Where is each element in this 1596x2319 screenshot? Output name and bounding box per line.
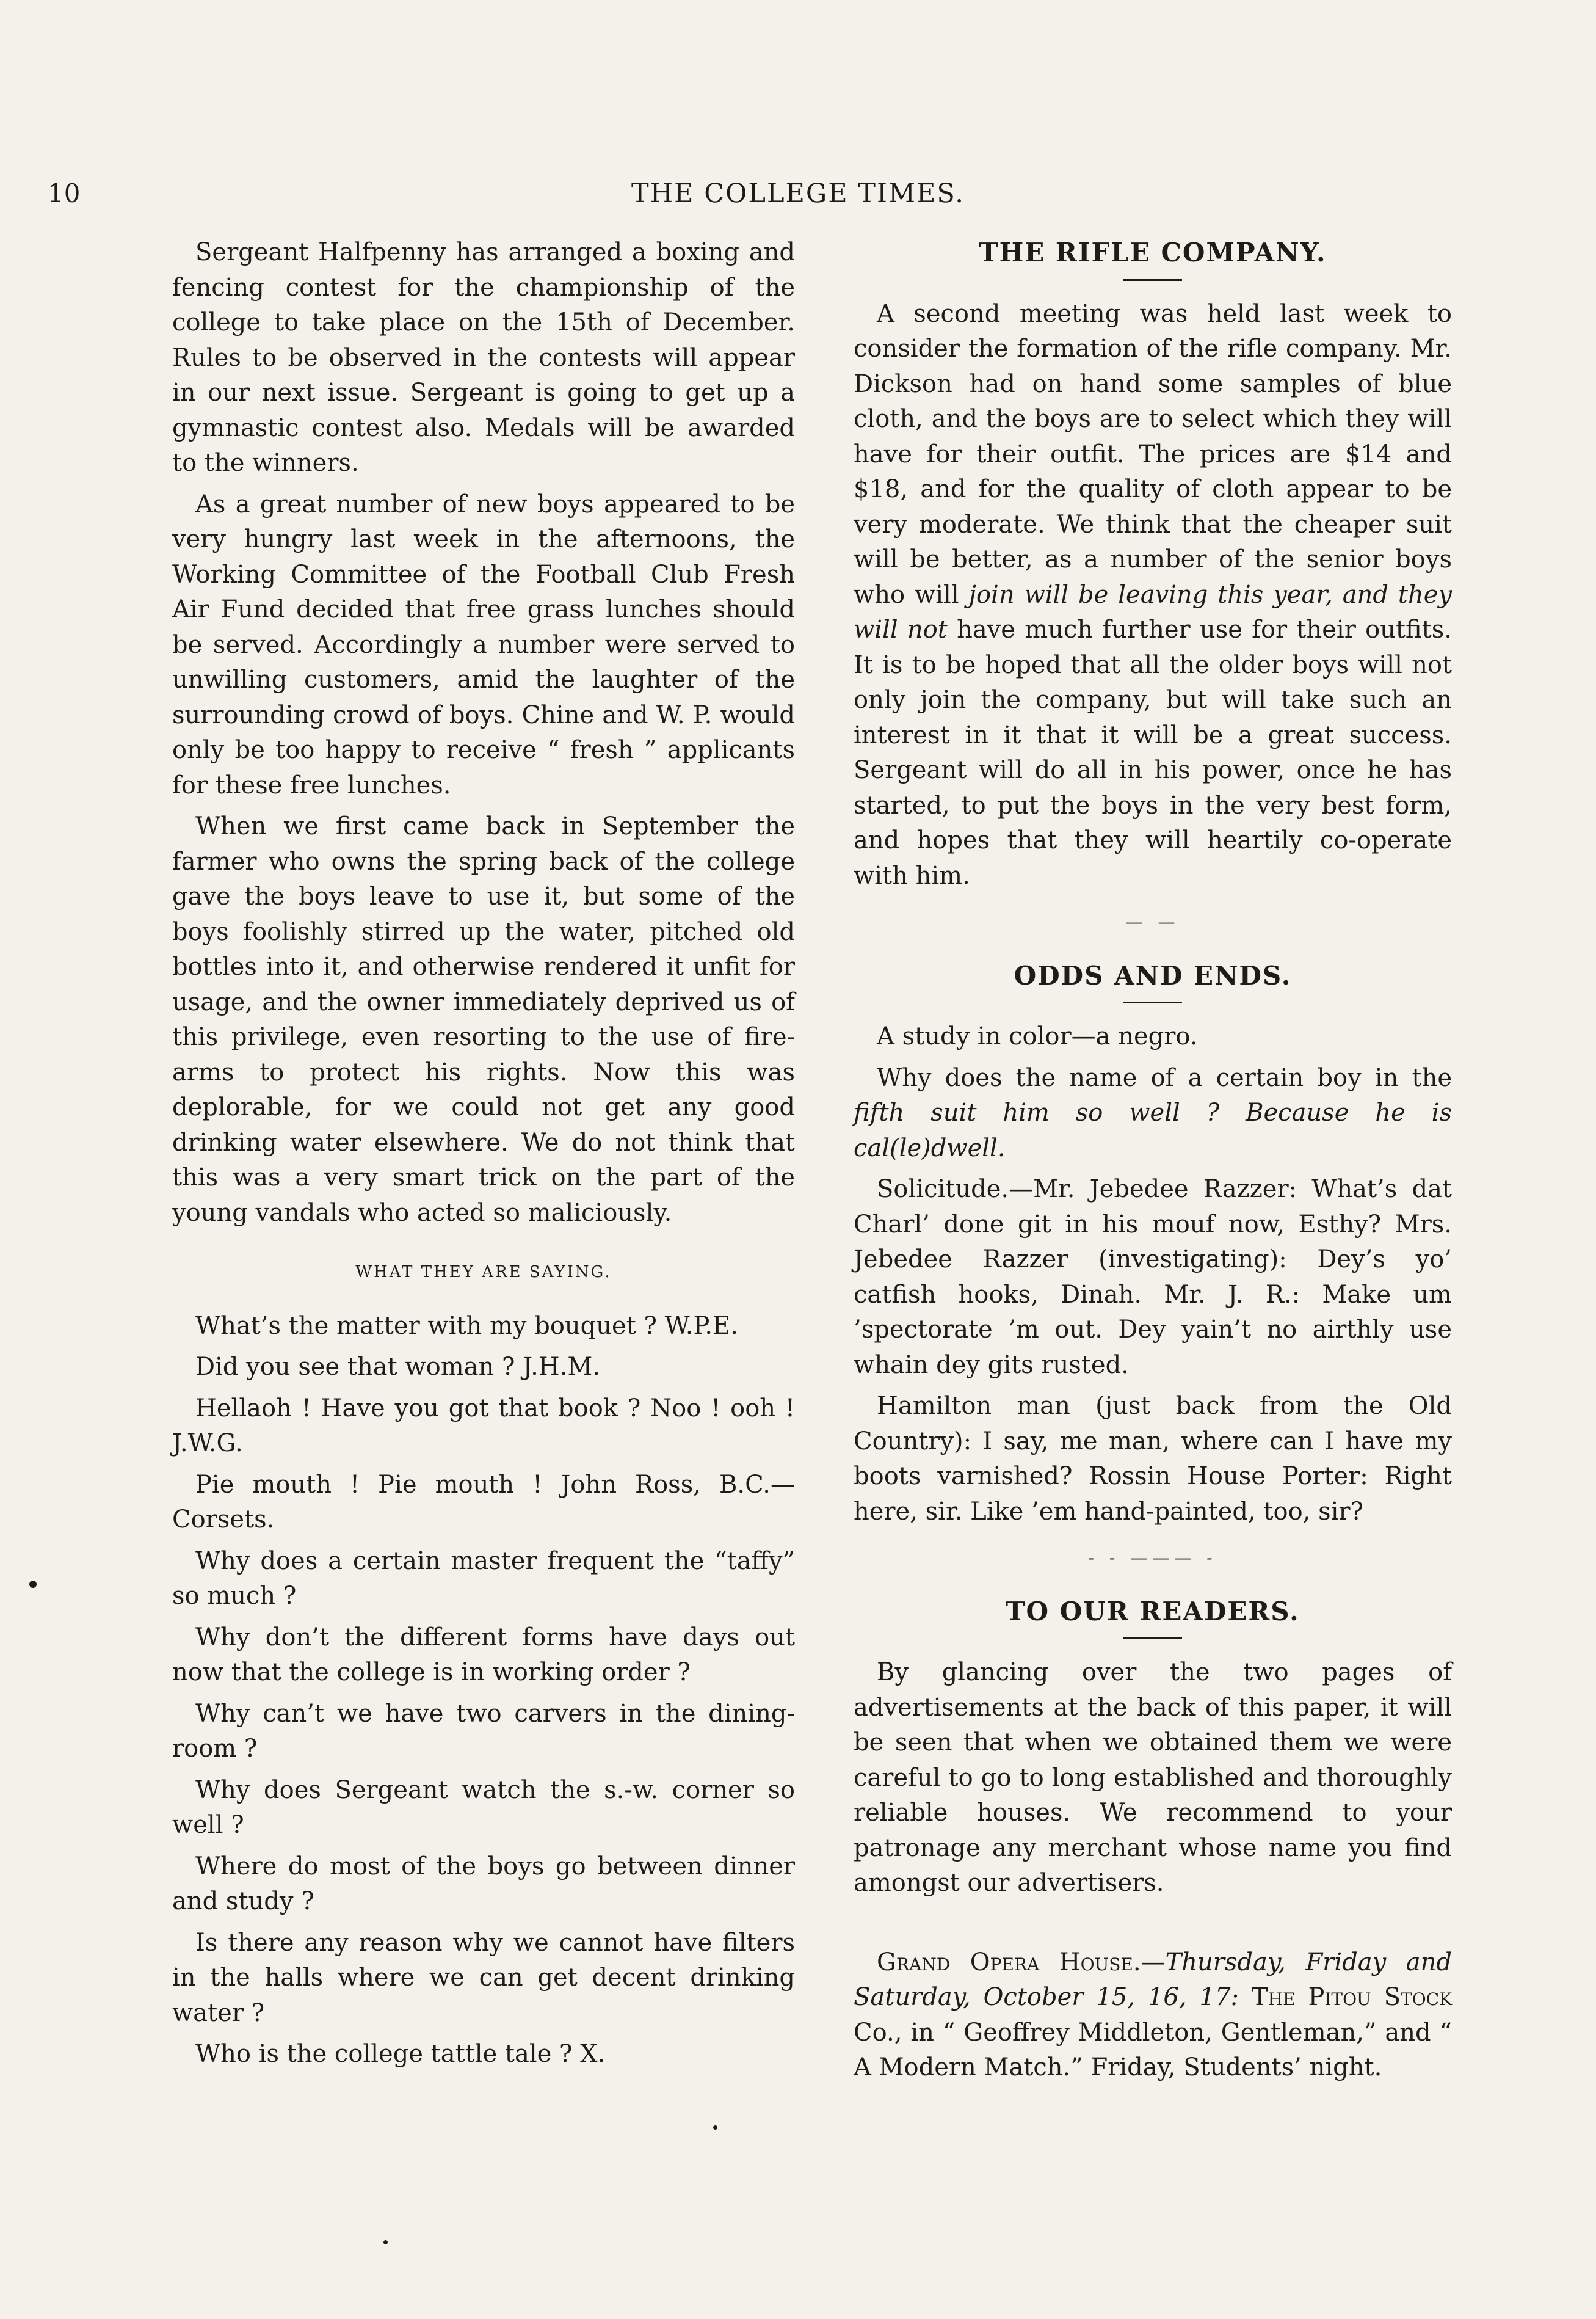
to-our-readers-heading: TO OUR READERS. [1006, 1596, 1300, 1626]
heading-rule [1123, 1637, 1182, 1639]
odds-item: Solicitude.—Mr. Jebedee Razzer: What’s dat Charl’ done git in his mouf now, Esthy? Mrs. Jebedee Razzer (investigating): Dey’s yo’ catfish hooks, Dinah. Mr. J. R.: Make um ’spectorate ’m out. Dey yain’t no airthly use whain dey gits rusted. [854, 1175, 1452, 1379]
print-speck [29, 1581, 37, 1588]
grass-lunch-paragraph: As a great number of new boys appeared to be very hungry last week in the afternoons, the Working Committee of the Football Club Fresh Air Fund decided that free grass lunches should be served. Accordingly a number were served to unwilling customers, amid the laughter of the surrounding crowd of boys. Chine and W. P. would only be too happy to receive “ fresh ” applicants for these free lunches. [172, 490, 795, 799]
saying-item: Why does a certain master frequent the “taffy” so much ? [172, 1546, 795, 1610]
print-speck [383, 2240, 388, 2244]
sayings-heading: WHAT THEY ARE SAYING. [355, 1263, 612, 1281]
rifle-company-heading: THE RIFLE COMPANY. [979, 238, 1327, 268]
sayings-list [172, 1309, 795, 2072]
left-column [172, 235, 795, 2078]
saying-item: Is there any reason why we cannot have filters in the halls where we can get decent drinking water ? [172, 1928, 795, 2027]
saying-item: Did you see that woman ? J.H.M. [195, 1353, 601, 1381]
odds-and-ends-heading: ODDS AND ENDS. [1014, 960, 1292, 991]
opera-company: The Pitou Stock [1251, 1983, 1452, 2011]
saying-item: Why can’t we have two carvers in the dining-room ? [172, 1699, 795, 1763]
saying-item: Who is the college tattle tale ? X. [195, 2040, 606, 2068]
opera-house-name: Grand Opera House. [877, 1948, 1141, 1976]
page-number: 10 [48, 178, 81, 208]
opera-dates: —Thursday, Friday and Saturday, October 15, 16, 17: [854, 1948, 1453, 2011]
running-head: THE COLLEGE TIMES. [631, 178, 965, 209]
rifle-text-italic: join will be leaving this year, and they will not [854, 580, 1452, 644]
boxing-paragraph: Sergeant Halfpenny has arranged a boxing and fencing contest for the championship of the college to take place on the 15th of December. Rules to be observed in the contests will appear in our next issue. Sergeant is going to get up a gymnastic contest also. Medals will be awarded to the winners. [172, 238, 795, 477]
odds-text-italic: fifth suit him so well ? Because he is cal(le)dwell. [854, 1099, 1452, 1162]
odds-item: Hamilton man (just back from the Old Country): I say, me man, where can I have my boots varnished? Rossin House Porter: Right here, sir. Like ’em hand-painted, too, sir? [854, 1392, 1452, 1526]
rifle-text: have much further use for their outfits. It is to be hoped that all the older boys will not only join the company, but will take such an interest in it that it will be a great success. Sergeant will do all in his power, once he has started, to put the boys in the very best form, and hopes that they will heartily co-operate with him. [854, 616, 1453, 890]
print-speck [713, 2125, 717, 2130]
spring-paragraph: When we first came back in September the farmer who owns the spring back of the college gave the boys leave to use it, but some of the boys foolishly stirred up the water, pitched old bottles into it, and otherwise rendered it unfit for usage, and the owner immediately deprived us of this privilege, even resorting to the use of fire-arms to protect his rights. Now this was deplorable, for we could not get any good drinking water elsewhere. We do not think that this was a very smart trick on the part of the young vandals who acted so maliciously. [172, 812, 795, 1227]
odds-item [854, 1061, 1452, 1167]
odds-item: A study in color—a negro. [877, 1022, 1198, 1050]
heading-rule [1123, 1002, 1182, 1003]
saying-item: What’s the matter with my bouquet ? W.P.E. [195, 1311, 738, 1340]
spacer [854, 1907, 1452, 1945]
saying-item: Hellaoh ! Have you got that book ? Noo ! ooh ! J.W.G. [172, 1394, 795, 1457]
rifle-text: A second meeting was held last week to consider the formation of the rifle company. Mr. Dickson had on hand some samples of blue cloth, and the boys are to select which they will have for their outfit. The prices are $14 and $18, and for the quality of cloth appear to be very moderate. We think that the cheaper suit will be better, as a number of the senior boys who will [854, 299, 1452, 609]
saying-item: Where do most of the boys go between dinner and study ? [172, 1852, 795, 1915]
right-column [854, 235, 1452, 2092]
readers-paragraph: By glancing over the two pages of advertisements at the back of this paper, it will be seen that when we obtained them we were careful to go to long established and thoroughly reliable houses. We recommend to your patronage any merchant whose name you find amongst our advertisers. [854, 1658, 1452, 1897]
heading-rule [1123, 279, 1182, 281]
rifle-company-paragraph [854, 297, 1452, 894]
section-separator: — — [1125, 912, 1180, 932]
saying-item: Pie mouth ! Pie mouth ! John Ross, B.C.—Corsets. [172, 1470, 795, 1534]
saying-item: Why does Sergeant watch the s.-w. corner so well ? [172, 1775, 795, 1839]
odds-text: Why does the name of a certain boy in the [877, 1063, 1452, 1092]
opera-text: Co., in “ Geoffrey Middleton, Gentleman,” and “ A Modern Match.” Friday, Students’ night. [854, 2018, 1452, 2081]
section-separator: - - ——— - [1088, 1548, 1217, 1568]
saying-item: Why don’t the different forms have days out now that the college is in working order ? [172, 1623, 795, 1686]
opera-house-notice [854, 1945, 1452, 2086]
